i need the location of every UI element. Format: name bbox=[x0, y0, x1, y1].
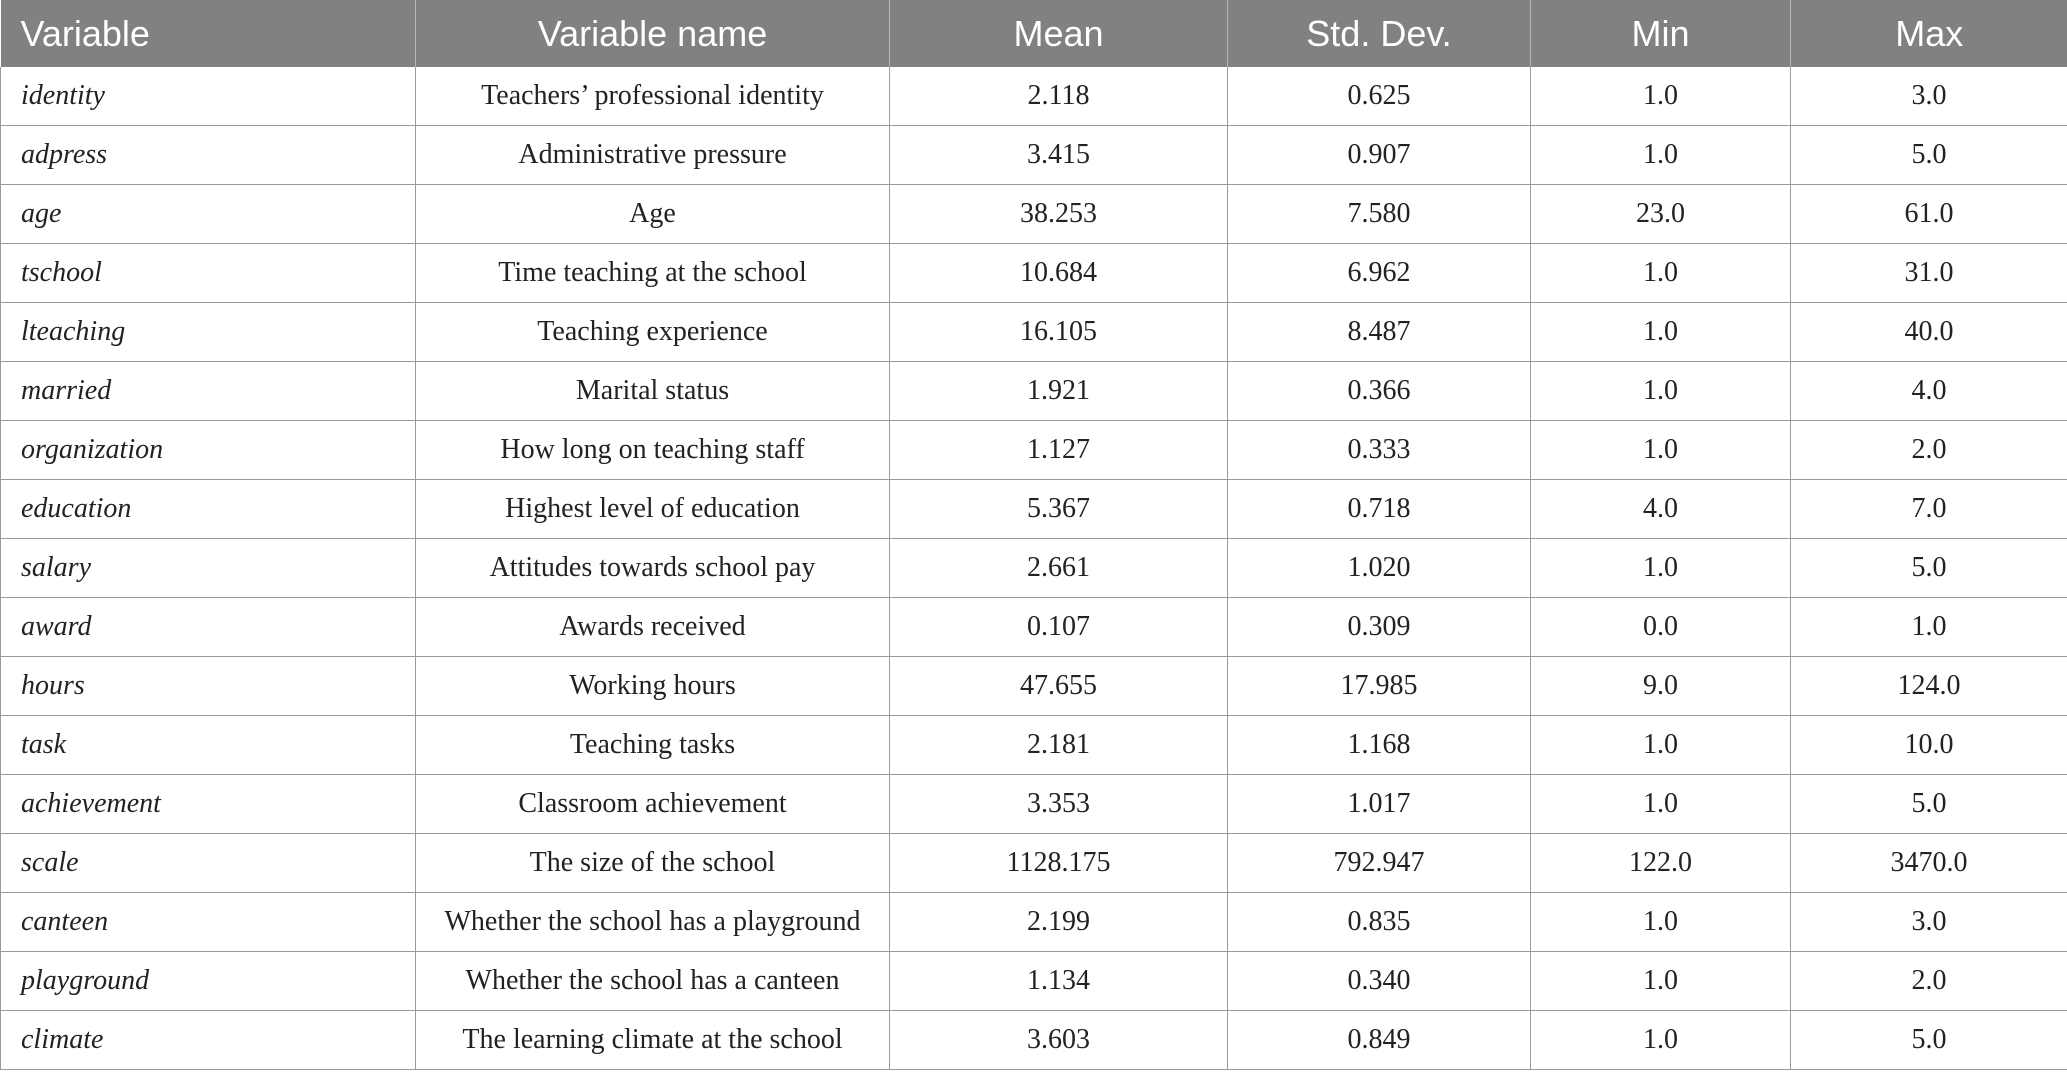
cell-mean: 1128.175 bbox=[890, 834, 1228, 893]
cell-variable: salary bbox=[1, 539, 416, 598]
table-row bbox=[1, 362, 2067, 421]
cell-variable: tschool bbox=[1, 244, 416, 303]
cell-min: 1.0 bbox=[1531, 952, 1791, 1011]
cell-max: 2.0 bbox=[1791, 952, 2067, 1011]
cell-max: 61.0 bbox=[1791, 185, 2067, 244]
cell-variable-name: Whether the school has a playground bbox=[416, 893, 890, 952]
cell-max: 10.0 bbox=[1791, 716, 2067, 775]
cell-variable-name: Whether the school has a canteen bbox=[416, 952, 890, 1011]
cell-max: 5.0 bbox=[1791, 126, 2067, 185]
cell-variable-name: Working hours bbox=[416, 657, 890, 716]
cell-max: 5.0 bbox=[1791, 1011, 2067, 1070]
cell-min: 1.0 bbox=[1531, 775, 1791, 834]
cell-min: 122.0 bbox=[1531, 834, 1791, 893]
cell-variable-name: Classroom achievement bbox=[416, 775, 890, 834]
header-max: Max bbox=[1791, 0, 2067, 67]
cell-max: 2.0 bbox=[1791, 421, 2067, 480]
cell-mean: 2.181 bbox=[890, 716, 1228, 775]
table-row bbox=[1, 834, 2067, 893]
cell-mean: 1.921 bbox=[890, 362, 1228, 421]
table-row bbox=[1, 657, 2067, 716]
table-row bbox=[1, 244, 2067, 303]
cell-variable-name: Age bbox=[416, 185, 890, 244]
table-row bbox=[1, 1011, 2067, 1070]
cell-variable-name: Highest level of education bbox=[416, 480, 890, 539]
cell-max: 5.0 bbox=[1791, 775, 2067, 834]
header-variable-name: Variable name bbox=[416, 0, 890, 67]
cell-min: 23.0 bbox=[1531, 185, 1791, 244]
cell-mean: 1.127 bbox=[890, 421, 1228, 480]
cell-max: 3.0 bbox=[1791, 893, 2067, 952]
cell-std-dev: 6.962 bbox=[1228, 244, 1531, 303]
cell-variable-name: Teaching tasks bbox=[416, 716, 890, 775]
cell-mean: 47.655 bbox=[890, 657, 1228, 716]
cell-std-dev: 1.017 bbox=[1228, 775, 1531, 834]
cell-min: 1.0 bbox=[1531, 893, 1791, 952]
cell-variable-name: Awards received bbox=[416, 598, 890, 657]
cell-variable: education bbox=[1, 480, 416, 539]
cell-variable-name: Attitudes towards school pay bbox=[416, 539, 890, 598]
cell-variable: playground bbox=[1, 952, 416, 1011]
cell-mean: 3.415 bbox=[890, 126, 1228, 185]
cell-std-dev: 17.985 bbox=[1228, 657, 1531, 716]
header-min: Min bbox=[1531, 0, 1791, 67]
cell-min: 1.0 bbox=[1531, 244, 1791, 303]
table-row bbox=[1, 185, 2067, 244]
cell-max: 4.0 bbox=[1791, 362, 2067, 421]
cell-variable: age bbox=[1, 185, 416, 244]
cell-variable: identity bbox=[1, 67, 416, 126]
table-row bbox=[1, 952, 2067, 1011]
cell-variable-name: The size of the school bbox=[416, 834, 890, 893]
cell-min: 1.0 bbox=[1531, 1011, 1791, 1070]
cell-variable: achievement bbox=[1, 775, 416, 834]
table-row bbox=[1, 303, 2067, 362]
cell-min: 1.0 bbox=[1531, 539, 1791, 598]
cell-max: 31.0 bbox=[1791, 244, 2067, 303]
table-row bbox=[1, 598, 2067, 657]
cell-variable: climate bbox=[1, 1011, 416, 1070]
cell-min: 9.0 bbox=[1531, 657, 1791, 716]
table-row bbox=[1, 480, 2067, 539]
cell-std-dev: 1.168 bbox=[1228, 716, 1531, 775]
cell-variable: married bbox=[1, 362, 416, 421]
cell-variable-name: Teachers’ professional identity bbox=[416, 67, 890, 126]
cell-std-dev: 8.487 bbox=[1228, 303, 1531, 362]
cell-min: 4.0 bbox=[1531, 480, 1791, 539]
cell-mean: 10.684 bbox=[890, 244, 1228, 303]
header-mean: Mean bbox=[890, 0, 1228, 67]
cell-variable: canteen bbox=[1, 893, 416, 952]
cell-variable: scale bbox=[1, 834, 416, 893]
table-row bbox=[1, 67, 2067, 126]
cell-std-dev: 0.309 bbox=[1228, 598, 1531, 657]
cell-max: 40.0 bbox=[1791, 303, 2067, 362]
cell-max: 3.0 bbox=[1791, 67, 2067, 126]
header-std-dev: Std. Dev. bbox=[1228, 0, 1531, 67]
table-row bbox=[1, 893, 2067, 952]
cell-variable: adpress bbox=[1, 126, 416, 185]
cell-max: 1.0 bbox=[1791, 598, 2067, 657]
header-row bbox=[1, 0, 2067, 67]
cell-min: 1.0 bbox=[1531, 362, 1791, 421]
cell-std-dev: 7.580 bbox=[1228, 185, 1531, 244]
cell-min: 0.0 bbox=[1531, 598, 1791, 657]
cell-variable-name: Marital status bbox=[416, 362, 890, 421]
cell-variable-name: Teaching experience bbox=[416, 303, 890, 362]
cell-min: 1.0 bbox=[1531, 67, 1791, 126]
cell-variable-name: Time teaching at the school bbox=[416, 244, 890, 303]
cell-variable-name: Administrative pressure bbox=[416, 126, 890, 185]
cell-mean: 2.199 bbox=[890, 893, 1228, 952]
cell-std-dev: 0.625 bbox=[1228, 67, 1531, 126]
table-row bbox=[1, 539, 2067, 598]
cell-std-dev: 0.340 bbox=[1228, 952, 1531, 1011]
cell-min: 1.0 bbox=[1531, 716, 1791, 775]
cell-mean: 16.105 bbox=[890, 303, 1228, 362]
cell-max: 5.0 bbox=[1791, 539, 2067, 598]
cell-std-dev: 0.366 bbox=[1228, 362, 1531, 421]
cell-std-dev: 0.835 bbox=[1228, 893, 1531, 952]
cell-variable: organization bbox=[1, 421, 416, 480]
cell-std-dev: 0.849 bbox=[1228, 1011, 1531, 1070]
cell-min: 1.0 bbox=[1531, 421, 1791, 480]
cell-variable-name: How long on teaching staff bbox=[416, 421, 890, 480]
cell-variable: award bbox=[1, 598, 416, 657]
cell-variable: task bbox=[1, 716, 416, 775]
cell-mean: 5.367 bbox=[890, 480, 1228, 539]
table-row bbox=[1, 775, 2067, 834]
cell-std-dev: 0.333 bbox=[1228, 421, 1531, 480]
cell-variable: lteaching bbox=[1, 303, 416, 362]
cell-variable: hours bbox=[1, 657, 416, 716]
cell-std-dev: 0.907 bbox=[1228, 126, 1531, 185]
cell-max: 124.0 bbox=[1791, 657, 2067, 716]
cell-variable-name: The learning climate at the school bbox=[416, 1011, 890, 1070]
cell-mean: 1.134 bbox=[890, 952, 1228, 1011]
cell-max: 7.0 bbox=[1791, 480, 2067, 539]
cell-mean: 0.107 bbox=[890, 598, 1228, 657]
cell-mean: 3.353 bbox=[890, 775, 1228, 834]
table-row bbox=[1, 421, 2067, 480]
table-row bbox=[1, 716, 2067, 775]
cell-min: 1.0 bbox=[1531, 126, 1791, 185]
table-row bbox=[1, 126, 2067, 185]
cell-min: 1.0 bbox=[1531, 303, 1791, 362]
cell-std-dev: 792.947 bbox=[1228, 834, 1531, 893]
cell-mean: 2.118 bbox=[890, 67, 1228, 126]
table-body bbox=[1, 67, 2067, 1070]
header-variable: Variable bbox=[1, 0, 416, 67]
cell-max: 3470.0 bbox=[1791, 834, 2067, 893]
cell-mean: 2.661 bbox=[890, 539, 1228, 598]
table-header bbox=[1, 0, 2067, 67]
cell-std-dev: 0.718 bbox=[1228, 480, 1531, 539]
cell-mean: 38.253 bbox=[890, 185, 1228, 244]
cell-std-dev: 1.020 bbox=[1228, 539, 1531, 598]
cell-mean: 3.603 bbox=[890, 1011, 1228, 1070]
